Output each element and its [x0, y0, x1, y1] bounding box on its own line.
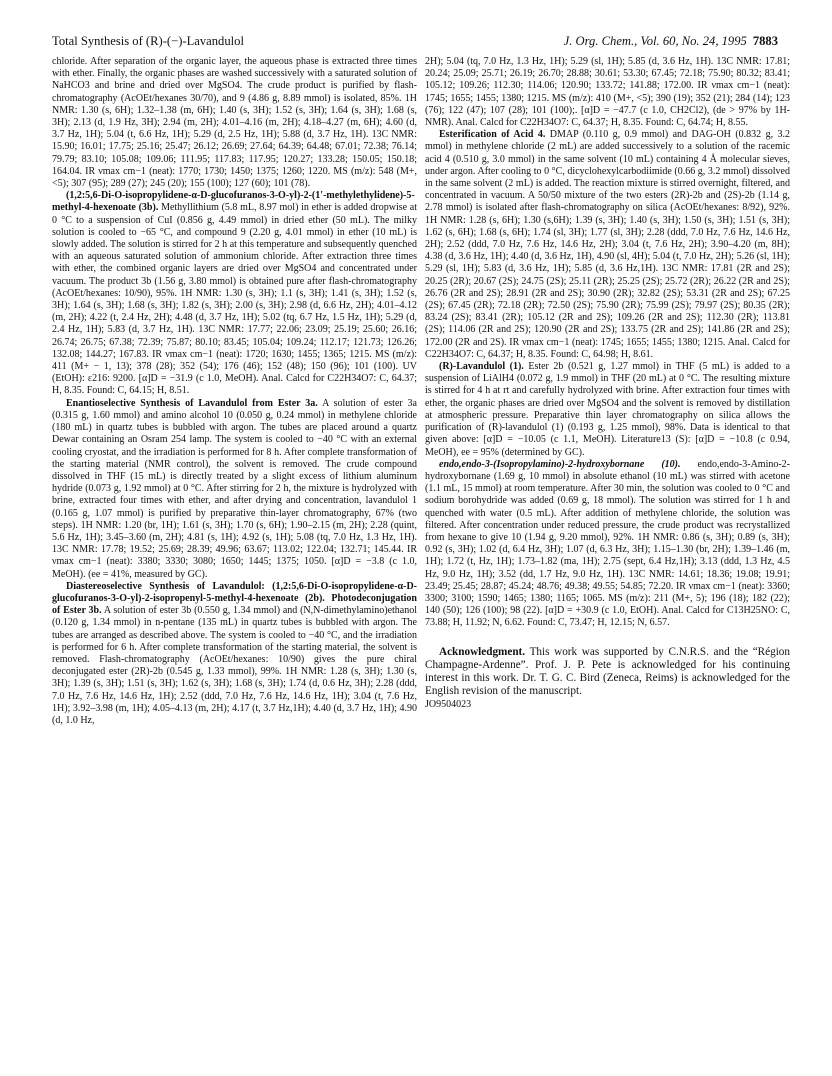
- paragraph-continuation-right: 2H); 5.04 (tq, 7.0 Hz, 1.3 Hz, 1H); 5.29 (sl, 1H); 5.85 (d, 3.6 Hz, 1H). 13C NMR: 17.81; 20.24; 25.09; 25.71; 26.19; 26.70; 28.88; 30.61; 53.30; 67.45; 72.18; 75.90; 80.32; 83.41; 105.12; 109.26; 112.30; 114.06; 120.90; 133.72; 141.88; 172.00. IR νmax cm−1 (neat): 1745; 1655; 1455; 1380; 1215. MS (m/z): 410 (M+, <5); 390 (19); 352 (21); 284 (14); 123 (76); 122 (47); 107 (28); 101 (100);. [α]D = −47.7 (c 1.0, CH2Cl2), (de > 97% by 1H-NMR). Anal. Calcd for C22H34O7: C, 64.37; H, 8.35. Found: C, 64.74; H, 8.55.: [425, 56, 790, 129]
- paragraph-diastereoselective: [52, 581, 417, 727]
- running-title: Total Synthesis of (R)-(−)-Lavandulol: [52, 34, 244, 48]
- paragraph-bornane: [425, 459, 790, 630]
- section-body-diastereoselective: A solution of ester 3b (0.550 g, 1.34 mmol) and (N,N-dimethylamino)ethanol (0.120 g, 1.34 mmol) in n-pentane (135 mL) in quartz tubes is bubbled with argon. The tubes are arranged as described above. The system is cooled to −40 °C, and the irradiation is performed for 6 h. After complete transformation of the starting material, the solvent is removed. Flash-chromatography (AcOEt/hexanes: 10/90) gives the pure chiral deconjugated ester (2R)-2b (0.545 g, 1.33 mmol), 99%. 1H NMR: 1.28 (s, 3H); 1.30 (s, 3H); 1.39 (s, 3H); 1.51 (s, 3H); 1.62 (s, 3H); 1.68 (s, 3H); 1.74 (d, 0.6 Hz, 3H); 2.28 (ddd, 7.0 Hz, 7.6 Hz, 14.6 Hz, 1H); 2.52 (ddd, 7.0 Hz, 7.6 Hz, 14.6 Hz, 1H); 3.04 (t, 7.6 Hz, 1H); 3.92–3.98 (m, 1H); 4.05–4.13 (m, 2H); 4.17 (t, 3.7 Hz,1H); 4.40 (d, 3.7 Hz, 1H); 4.90 (d, 1.0 Hz,: [52, 605, 418, 726]
- paragraph-lavandulol: [425, 361, 790, 459]
- section-body-lavandulol: Ester 2b (0.521 g, 1.27 mmol) in THF (5 mL) is added to a suspension of LiAlH4 (0.072 g, 1.9 mmol) in THF (20 mL) at 0 °C. The resulting mixture is stirred for 4 h at rt and carefully hydrolyzed with brine. After extraction four times with ether, the organic phases are dried over MgSO4 and the solvent is removed by distillation at atmospheric pressure. Preparative thin layer chromatography on silica allows the purification of (R)-lavandulol (1) (0.193 g, 1.25 mmol), 98%. Data is identical to that given above: [α]D = −10.05 (c 1.1, MeOH). Literature13 (S): [α]D = −10.8 (c 0.94, MeOH), ee = 95% (determined by GC).: [425, 361, 790, 458]
- paragraph-enantioselective: [52, 398, 417, 581]
- paragraph-continuation: chloride. After separation of the organic layer, the aqueous phase is extracted three times with ether. Finally, the organic phases are washed successively with a saturated solution of NaHCO3 and brine and dried over MgSO4. The crude product is purified by flash-chromatography (AcOEt/hexanes 30/70), and 9 (4.86 g, 8.89 mmol) is isolated, 85%. 1H NMR: 1.30 (s, 6H); 1.32–1.38 (m, 6H); 1.40 (s, 3H); 1.52 (s, 3H); 1.64 (s, 3H); 1.68 (s, 3H); 2.13 (d, 1.9 Hz, 3H); 2.94 (m, 2H); 4.01–4.16 (m, 2H); 4.18–4.27 (m, 6H); 4.60 (d, 3.7 Hz, 1H); 5.04 (t, 6.6 Hz, 1H); 5.29 (d, 2.5 Hz, 1H); 5.88 (d, 3.7 Hz, 1H). 13C NMR: 15.90; 16.01; 17.75; 25.16; 25.47; 26.12; 26.69; 27.64; 64.39; 64.48; 67.01; 72.38; 76.14; 79.79; 83.10; 105.08; 109.06; 111.95; 117.83; 117.95; 120.27; 133.28; 150.05; 150.18; 164.04. IR νmax cm−1 (neat): 1770; 1730; 1450; 1375; 1260; 1220. MS (m/z): 548 (M+, <5); 307 (95); 289 (27); 245 (20); 155 (100); 127 (60); 101 (78).: [52, 56, 417, 190]
- journal-citation: J. Org. Chem., Vol. 60, No. 24, 1995: [563, 34, 747, 48]
- running-header: [52, 34, 778, 52]
- section-heading-3b: (1,2:5,6-Di-O-isopropylidene-α-D-glucofuranos-3-O-yl)-2-(1′-methylethylidene)-5-methyl-4-hexenoate (3b).: [52, 190, 415, 214]
- section-body-3b: Methyllithium (5.8 mL, 8.97 mol) in ether is added dropwise at 0 °C to a suspension of CuI (0.856 g, 4.49 mmol) in dried ether (50 mL). The milky solution is cooled to −65 °C, and compound 9 (2.20 g, 4.01 mmol) in ether (10 mL) is slowly added. The solution is stirred for 2 h at this temperature and subsequently quenched with an aqueous saturated solution of ammonium chloride. After extraction three times with ether, the combined organic layers are dried over MgSO4 and concentrated under vacuum. The product 3b (1.56 g, 3.80 mmol) is obtained pure after flash-chromatography (AcOEt/hexanes: 10/90), 95%. 1H NMR: 1.30 (s, 3H); 1.1 (s, 3H); 1.41 (s, 3H); 1.52 (s, 3H); 1.64 (s, 3H); 1.68 (s, 3H); 1.82 (s, 3H); 2.00 (s, 3H); 2.98 (d, 6.6 Hz, 2H); 4.01–4.12 (m, 2H); 4.22 (t, 2.4 Hz, 2H); 4.48 (d, 3.7 Hz, 1H); 5.02 (tq, 6.7 Hz, 1.5 Hz, 1H); 5.29 (d, 2.4 Hz, 1H); 5.83 (d, 3.7 Hz, 1H). 13C NMR: 17.77; 22.06; 23.09; 25.19; 25.60; 26.16; 26.74; 26.75; 67.38; 72.39; 75.87; 80.10; 83.45; 105.04; 109.24; 112.17; 121.73; 126.26; 132.08; 144.27; 167.83. IR νmax cm−1 (neat): 1720; 1630; 1455; 1365; 1215. MS (m/z): 411 (M+ − 1, 13); 378 (28); 352 (54); 176 (46); 152 (48); 150 (96); 101 (100). UV (EtOH): ε216: 9200. [α]D = −31.9 (c 1.0, MeOH). Anal. Calcd for C22H34O7: C, 64.37; H, 8.35. Found: C, 64.15; H, 8.51.: [52, 202, 418, 397]
- right-column: [425, 56, 790, 711]
- section-heading-esterification: Esterification of Acid 4.: [439, 129, 546, 141]
- section-heading-lavandulol: (R)-Lavandulol (1).: [439, 361, 524, 373]
- left-column: [52, 56, 417, 727]
- section-heading-enantioselective: Enantioselective Synthesis of Lavandulol from Ester 3a.: [66, 397, 318, 409]
- section-body-esterification: DMAP (0.110 g, 0.9 mmol) and DAG-OH (0.832 g, 3.2 mmol) in methylene chloride (2 mL) are added successively to a solution of the racemic acid 4 (0.510 g, 3.0 mmol) in the same solvent (10 mL) containing 4 Å molecular sieves, under argon. After cooling to 0 °C, dicyclohexylcarbodiimide (0.66 g, 3.2 mmol) dissolved in the same solvent (2 mL) is added. The reaction mixture is stirred overnight, filtered, and concentrated in vacuum. A 50/50 mixture of the two esters (2R)-2b and (2S)-2b (1.14 g, 2.78 mmol) is isolated after flash-chromatography on silica (AcOEt/hexanes: 8/92), 92%. 1H NMR: 1.28 (s, 6H); 1.30 (s,6H); 1.39 (s, 3H); 1.40 (s, 3H); 1.50 (s, 3H); 1.51 (s, 3H); 1.62 (s, 6H); 1.68 (s, 6H); 1.74 (sl, 3H); 1.77 (sl, 3H); 2.28 (ddd, 7.0 Hz, 7.6 Hz, 14.6 Hz, 2H); 2.52 (ddd, 7.0 Hz, 7.6 Hz, 14.6 Hz, 2H); 3.04 (t, 7.6 Hz, 2H); 3.90–4.20 (m, 8H); 4.38 (d, 3.6 Hz, 1H); 4.40 (d, 3.6 Hz, 1H), 4.90 (sl, 4H); 5.04 (t, 7.0 Hz, 2H); 5.26 (sl, 1H); 5.29 (sl, 1H); 5.83 (d, 3.6 Hz, 1H); 5.85 (d, 3.6 Hz,1H). 13C NMR: 17.81 (2R and 2S); 20.25 (2R); 20.67 (2S); 24.75 (2S); 25.11 (2R); 25.25 (2S); 25.72 (2R); 26.22 (2R and 2S); 26.76 (2R and 2S); 28.91 (2R and 2S); 30.90 (2R); 32.82 (2S); 53.31 (2R and 2S); 67.25 (2S); 67.45 (2R); 72.18 (2R); 72.50 (2S); 75.90 (2R); 75.99 (2S); 79.97 (2S); 80.35 (2R); 83.24 (2S); 83.41 (2R); 105.12 (2R and 2S); 109.26 (2R and 2S); 112.30 (2R); 113.81 (2S); 114.06 (2R and 2S); 120.90 (2R and 2S); 133.75 (2R and 2S); 141.86 (2R and 2S); 172.00 (2R and 2S). IR νmax cm−1 (neat): 1745; 1655; 1455; 1380; 1215. Anal. Calcd for C22H34O7: C, 64.37; H, 8.35. Found: C, 64.98; H, 8.61.: [425, 129, 791, 360]
- section-body-bornane: endo,endo-3-Amino-2-hydroxybornane (1.69 g, 10 mmol) in absolute ethanol (10 mL) was stirred with acetone (1.1 mL, 15 mmol) at room temperature. After 30 min, the solution was cooled to 0 °C and sodium borohydride was added (0.69 g, 18 mmol). The solution was stirred for 1 h and quenched with water (0.5 mL). After addition of methylene chloride, the solution was filtered. After concentration under reduced pressure, the crude product was recrystallized from hexane to give 10 (1.94 g, 9.20 mmol), 92%. 1H NMR: 0.86 (s, 3H); 0.89 (s, 3H); 0.92 (s, 3H); 1.02 (d, 6.4 Hz, 3H); 1.07 (d, 6.3 Hz, 3H); 1.15–1.30 (br, 2H); 1.39–1.46 (m, 1H); 1.72 (t, Hz, 1H); 1.73–1.82 (ma, 1H); 2.75 (sept, 6.4 Hz,1H); 3.13 (ddd, 1.3 Hz, 4.5 Hz, 9.0 Hz, 1H); 3.52 (dd, 1.7 Hz, 9.0 Hz, 1H). 13C NMR: 14.61; 18.36; 19.08; 19.91; 23.49; 25.45; 28.87; 45.24; 48.76; 49.38; 49.55; 54.85; 72.20. IR νmax cm−1 (neat): 3360; 3300; 3100; 1590; 1465; 1380; 1165; 1065. MS (m/z): 211 (M+, 5); 196 (18); 182 (22); 140 (50); 126 (100); 98 (22). [α]D = +30.9 (c 1.0, EtOH). Anal. Calcd for C13H25NO: C, 73.88; H, 11.92; N, 6.62. Found: C, 73.47; H, 12.15; N, 6.57.: [425, 458, 791, 629]
- section-heading-diastereoselective: Diastereoselective Synthesis of Lavandulol: (1,2:5,6-Di-O-isopropylidene-α-D-glucofuranos-3-O-yl)-2-isopropenyl-5-methyl-4-hexenoate (2b). Photodeconjugation of Ester 3b.: [52, 580, 417, 617]
- page-number: 7883: [752, 34, 778, 48]
- acknowledgment-heading: Acknowledgment.: [439, 645, 526, 658]
- paragraph-compound-3b: [52, 190, 417, 397]
- acknowledgment: [425, 646, 790, 699]
- journal-citation-block: [564, 34, 778, 49]
- acknowledgment-body: This work was supported by C.N.R.S. and the “Région Champagne-Ardenne”. Prof. J. P. Pete is acknowledged for his continuing interest in this work. Dr. T. G. C. Bird (Zeneca, Reims) is acknowledged for the English revision of the manuscript.: [425, 645, 790, 698]
- manuscript-code: JO9504023: [425, 698, 472, 710]
- section-heading-bornane: endo,endo-3-(Isopropylamino)-2-hydroxybornane (10).: [439, 458, 681, 470]
- paragraph-esterification: [425, 129, 790, 361]
- section-body-enantioselective: A solution of ester 3a (0.315 g, 1.60 mmol) and amino alcohol 10 (0.050 g, 0.24 mmol) in methylene chloride (180 mL) in quartz tubes is bubbled with argon. The tubes are placed around a quartz Dewar containing an Osram 254 lamp. The system is cooled to −40 °C with an external cooling cryostat, and the irradiation is performed for 8 h. After complete transformation of the starting material (NMR control), the solvent is removed. The crude compound dissolved in THF (15 mL) is directly treated by a slight excess of lithium aluminum hydride (0.073 g, 1.92 mmol) at 0 °C. After stirring for 2 h, the mixture is hydrolyzed with brine, extracted four times with ether, and after drying and concentration, lavandulol 1 (0.165 g, 1.07 mmol) is purified by preparative thin-layer chromatography, 67% (two steps). 1H NMR: 1.20 (br, 1H); 1.61 (s, 3H); 1.70 (s, 6H); 1.90–2.15 (m, 2H); 2.28 (quint, 5.6 Hz, 1H); 3.45–3.60 (m, 2H); 4.81 (s, 1H); 4.92 (s, 1H); 5.08 (tq, 7.0 Hz, 1.3 Hz, 1H). 13C NMR: 17.78; 19.52; 25.69; 28.39; 49.96; 63.67; 113.02; 122.04; 132.71; 145.44. IR νmax cm−1 (neat): 3380; 3330; 3080; 1650; 1445; 1375; 1050. [α]D = −3.8 (c 1.0, MeOH). (ee = 41%, measured by GC).: [52, 397, 418, 580]
